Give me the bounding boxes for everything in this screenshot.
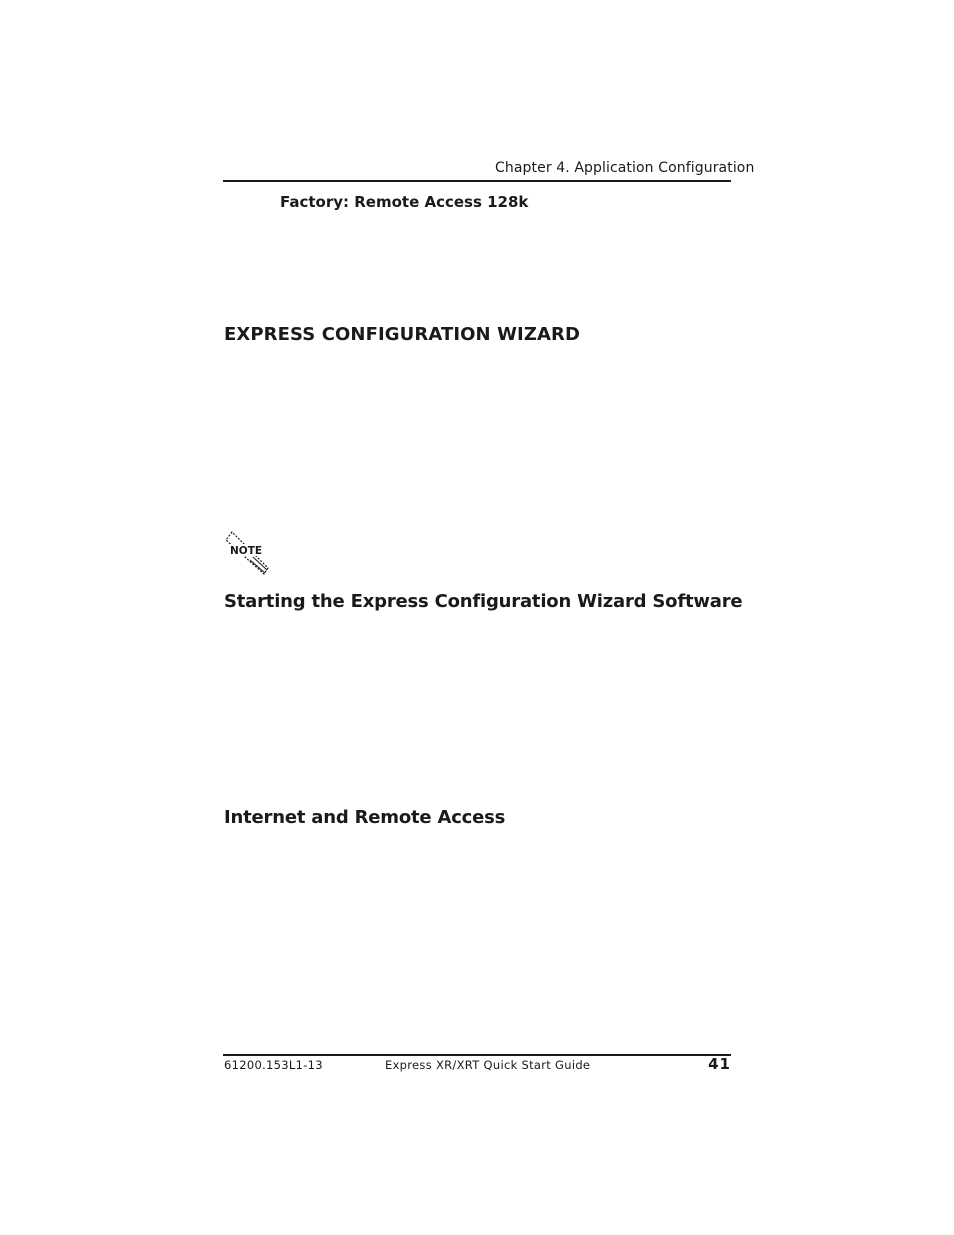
section-heading-starting-wizard: Starting the Express Configuration Wizard Software bbox=[224, 591, 743, 612]
header-rule bbox=[223, 180, 731, 182]
running-header: Chapter 4. Application Configuration bbox=[495, 160, 755, 176]
factory-setting-label: Factory: Remote Access 128k bbox=[280, 193, 529, 211]
footer-rule bbox=[223, 1054, 731, 1056]
footer-guide-title: Express XR/XRT Quick Start Guide bbox=[385, 1058, 591, 1072]
note-icon bbox=[224, 530, 270, 576]
section-heading-internet-remote: Internet and Remote Access bbox=[224, 807, 506, 828]
footer-page-number: 41 bbox=[708, 1055, 731, 1073]
note-icon-text: NOTE bbox=[230, 545, 263, 557]
footer-doc-number: 61200.153L1-13 bbox=[224, 1058, 323, 1072]
section-heading-express-wizard: EXPRESS CONFIGURATION WIZARD bbox=[224, 324, 581, 345]
